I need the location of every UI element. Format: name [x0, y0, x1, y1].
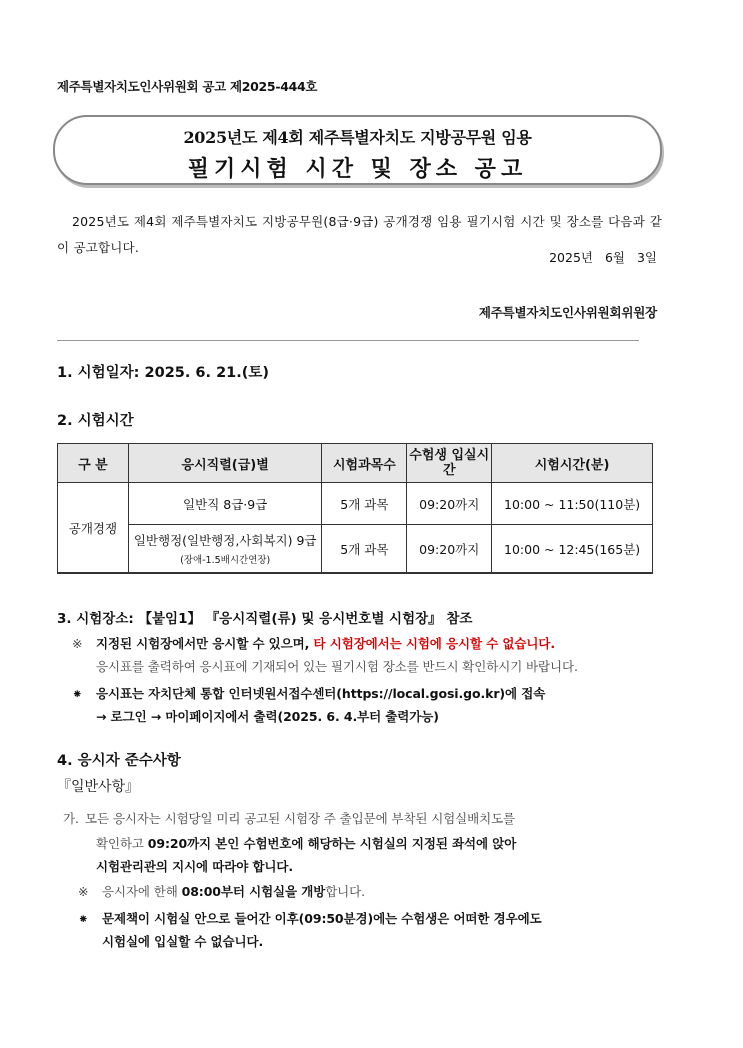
rule-ga-line2: 확인하고 09:20까지 본인 수험번호에 해당하는 시험실의 지정된 좌석에 앉아: [96, 836, 517, 851]
header-subjects: 시험과목수: [322, 444, 407, 483]
header-job: 응시직렬(급)별: [128, 444, 322, 483]
entry-cell: 09:20까지: [407, 483, 492, 525]
header-category: 구 분: [58, 444, 129, 483]
section-exam-place: 3. 시험장소: 【붙임1】 『응시직렬(류) 및 응시번호별 시험장』 참조: [57, 611, 473, 627]
time-cell: 10:00 ~ 12:45(165분): [492, 525, 653, 574]
table-row: [58, 525, 653, 574]
warning-text: 타 시험장에서는 시험에 응시할 수 없습니다.: [313, 636, 555, 651]
header-entry-time: 수험생 입실시간: [407, 444, 492, 483]
table-header-row: [58, 444, 653, 483]
notice-date: 2025년 6월 3일: [549, 250, 657, 265]
note-no-entry-line2: 시험실에 입실할 수 없습니다.: [102, 934, 264, 949]
attachment-ref: 【붙임1】: [138, 611, 201, 627]
signer: 제주특별자치도인사위원회위원장: [478, 305, 657, 320]
subjects-cell: 5개 과목: [322, 483, 407, 525]
entry-cell: 09:20까지: [407, 525, 492, 574]
intro-paragraph: 2025년도 제4회 제주특별자치도 지방공무원(8급·9급) 공개경쟁 임용 필기시험 시간 및 장소를 다음과 같이 공고합니다.: [57, 214, 662, 255]
section-exam-date: 1. 시험일자: 2025. 6. 21.(토): [57, 365, 270, 381]
title-box: [53, 115, 662, 185]
rule-ga-line1: 가. 모든 응시자는 시험당일 미리 공고된 시험장 주 출입문에 부착된 시험실배치도를: [63, 811, 516, 826]
header-exam-time: 시험시간(분): [492, 444, 653, 483]
note-no-entry: ⁕ 문제책이 시험실 안으로 들어간 이후(09:50분경)에는 수험생은 어떠한 경우에도: [78, 911, 542, 926]
note-designated-site: ※ 지정된 시험장에서만 응시할 수 있으며, 타 시험장에서는 시험에 응시할 수 없습니다.: [72, 636, 555, 651]
title-line1: 2025년도 제4회 제주특별자치도 지방공무원 임용: [183, 128, 532, 147]
note-print-ticket: ⁕ 응시표는 자치단체 통합 인터넷원서접수센터(https://local.gosi.go.kr)에 접속: [72, 686, 546, 701]
note-check-ticket: 응시표를 출력하여 응시표에 기재되어 있는 필기시험 장소를 반드시 확인하시기 바랍니다.: [96, 659, 578, 674]
subjects-cell: 5개 과목: [322, 525, 407, 574]
section-rules: 4. 응시자 준수사항: [57, 753, 181, 769]
note-room-open: ※ 응시자에 한해 08:00부터 시험실을 개방합니다.: [78, 884, 366, 899]
group-cell: 공개경쟁: [58, 483, 129, 574]
job-cell: 일반행정(일반행정,사회복지) 9급 (장애-1.5배시간연장): [128, 525, 322, 574]
note-print-steps: → 로그인 → 마이페이지에서 출력(2025. 6. 4.부터 출력가능): [96, 709, 439, 724]
job-cell: 일반직 8급·9급: [128, 483, 322, 525]
section-exam-time: 2. 시험시간: [57, 413, 134, 429]
page-title: 필기시험 시간 및 장소 공고: [187, 157, 528, 182]
rule-ga-line3: 시험관리관의 지시에 따라야 합니다.: [96, 859, 294, 874]
divider: [57, 340, 639, 341]
time-cell: 10:00 ~ 11:50(110분): [492, 483, 653, 525]
notice-number: 제주특별자치도인사위원회 공고 제2025-444호: [57, 79, 318, 94]
job-note: (장애-1.5배시간연장): [180, 555, 271, 566]
table-row: [58, 483, 653, 525]
general-subtitle: 『일반사항』: [57, 779, 140, 795]
schedule-table: [57, 443, 653, 574]
